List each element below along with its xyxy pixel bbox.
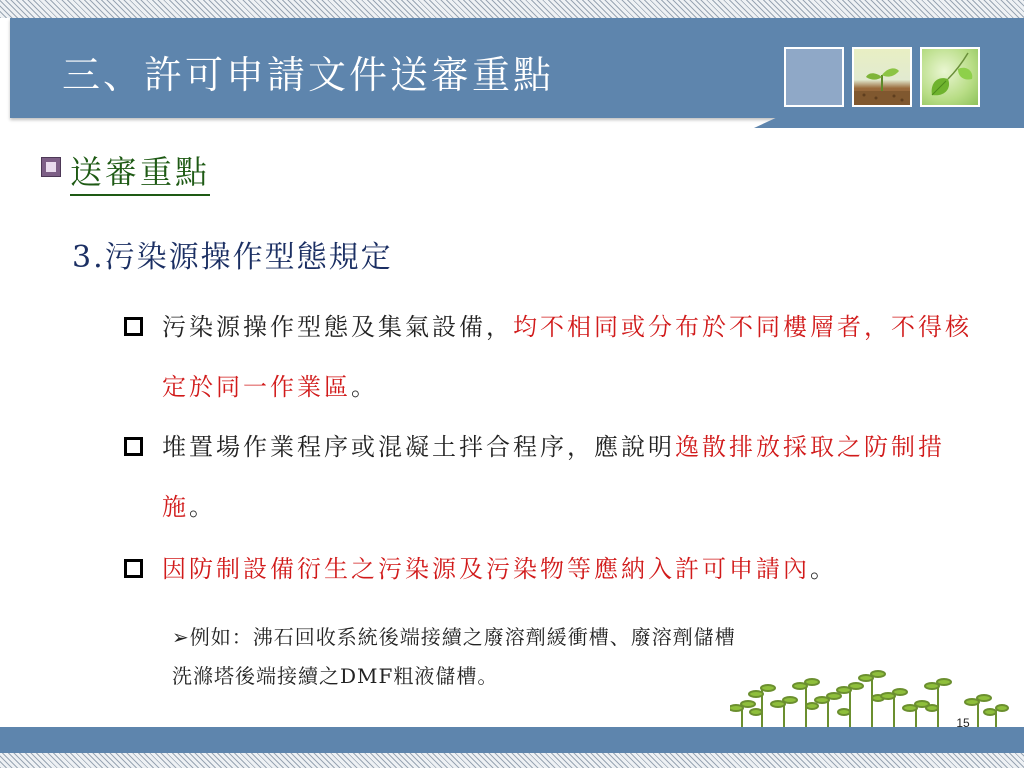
bottom-bar: [0, 727, 1024, 753]
title-bar-notch: [754, 118, 1024, 128]
bullet-item-2: [162, 417, 987, 537]
example-line-1: [172, 618, 972, 657]
header-photo-leaf: [920, 47, 980, 107]
header-photo-sprout: [852, 47, 912, 107]
section-heading: 送審重點: [70, 147, 210, 196]
bullet-item-3: [162, 539, 987, 599]
bottom-hatch-band: [0, 753, 1024, 768]
checkbox-bullet-icon: [124, 317, 143, 336]
top-hatch-band: [0, 0, 1024, 18]
bullet-2-plain: 堆置場作業程序或混凝土拌合程序，應說明: [162, 433, 675, 461]
sprout-photo-icon: [854, 49, 910, 105]
slide-title: 三、許可申請文件送審重點: [62, 53, 555, 97]
checkbox-bullet-icon: [124, 437, 143, 456]
bullet-3-highlight: 因防制設備衍生之污染源及污染物等應納入許可申請內: [162, 555, 810, 583]
arrow-bullet-icon: ➢: [172, 625, 190, 649]
section-bullet-icon: [41, 157, 61, 177]
bullet-item-1: [162, 297, 987, 417]
bullet-3-tail: 。: [810, 555, 837, 583]
leaf-photo-icon: [922, 49, 978, 105]
header-photo-blank: [784, 47, 844, 107]
checkbox-bullet-icon: [124, 559, 143, 578]
bullet-1-tail: 。: [351, 373, 378, 401]
example-line-1-text: 例如：沸石回收系統後端接續之廢溶劑緩衝槽、廢溶劑儲槽: [189, 625, 736, 649]
example-line-2: 洗滌塔後端接續之DMF粗液儲槽。: [172, 664, 499, 688]
page-number: 15: [956, 716, 970, 730]
bullet-2-highlight: 逸散排放採取之防制措施: [162, 433, 945, 521]
bullet-1-highlight: 均不相同或分布於不同樓層者，不得核定於同一作業區: [162, 313, 972, 401]
bullet-1-plain: 污染源操作型態及集氣設備，: [162, 313, 513, 341]
bullet-2-tail: 。: [189, 493, 216, 521]
item-heading: 3.污染源操作型態規定: [72, 240, 393, 275]
